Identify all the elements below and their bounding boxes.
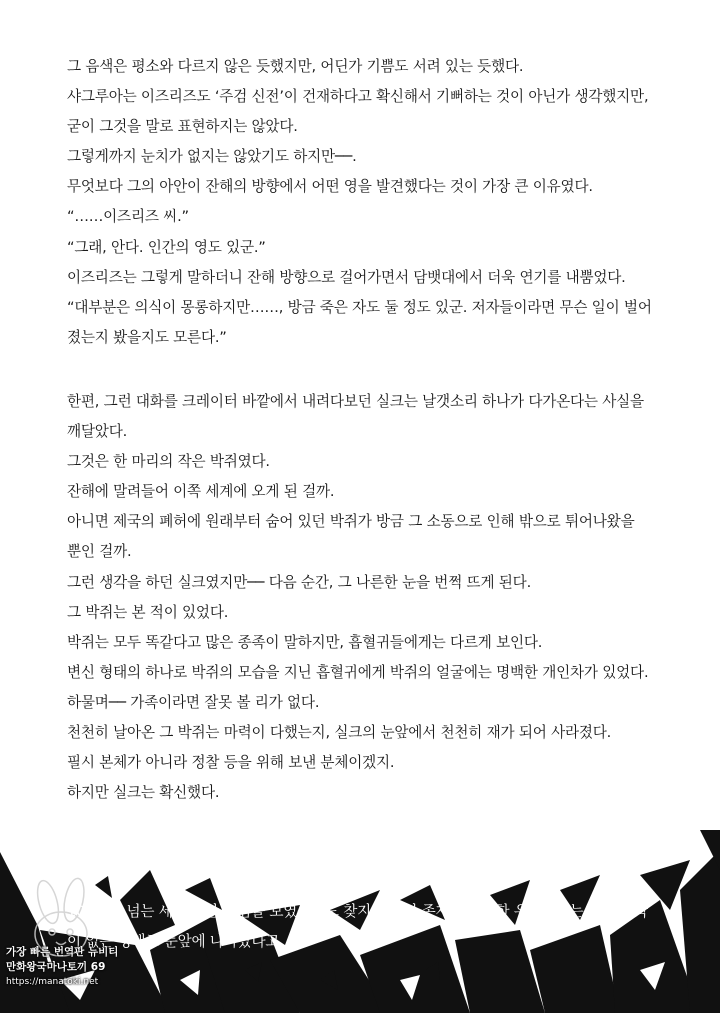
text-line: 그 박쥐는 본 적이 있었다. bbox=[67, 603, 229, 621]
text-line: 박쥐는 모두 똑같다고 많은 종족이 말하지만, 흡혈귀들에게는 다르게 보인다. bbox=[67, 633, 543, 651]
text-line: 굳이 그것을 말로 표현하지는 않았다. bbox=[67, 118, 298, 136]
text-line: 하지만 실크는 확신했다. bbox=[67, 784, 220, 802]
text-line: “그래, 안다. 인간의 영도 있군.” bbox=[67, 238, 266, 256]
text-line: 잔해에 말려들어 이쪽 세계에 오게 된 걸까. bbox=[67, 483, 335, 501]
text-line: 뿐인 걸까. bbox=[67, 543, 132, 561]
text-line: 100년을 넘는 세월 동안 집념을 보였음에도 찾지 못했던 존재가 완벽한 우연이라는 얄궂기 짝 bbox=[67, 903, 648, 920]
text-line: “……이즈리즈 씨.” bbox=[67, 208, 189, 226]
text-line: 한편, 그런 대화를 크레이터 바깥에서 내려다보던 실크는 날갯소리 하나가 다가온다는 사실을 bbox=[67, 392, 644, 410]
text-line: 천천히 날아온 그 박쥐는 마력이 다했는지, 실크의 눈앞에서 천천히 재가 되어 사라졌다. bbox=[67, 723, 612, 741]
text-line: 그것은 한 마리의 작은 박쥐였다. bbox=[67, 453, 270, 471]
text-line: 아니면 제국의 폐허에 원래부터 숨어 있던 박쥐가 방금 그 소동으로 인해 밖으로 튀어나왔을 bbox=[67, 513, 635, 531]
text-line: 하물며── 가족이라면 잘못 볼 리가 없다. bbox=[67, 693, 320, 711]
text-line: 필시 본체가 아니라 정찰 등을 위해 보낸 분체이겠지. bbox=[67, 754, 395, 772]
text-line: 졌는지 봤을지도 모른다.” bbox=[67, 328, 227, 346]
text-line: 무엇보다 그의 아안이 잔해의 방향에서 어떤 영을 발견했다는 것이 가장 큰 이유였다. bbox=[67, 178, 593, 196]
text-line: 이즈리즈는 그렇게 말하더니 잔해 방향으로 걸어가면서 담뱃대에서 더욱 연기를 내뿜었다. bbox=[67, 268, 626, 286]
watermark-line: 만화왕국마나토끼 69 bbox=[6, 961, 106, 973]
text-line: 깨달았다. bbox=[67, 423, 128, 441]
text-line: “대부분은 의식이 몽롱하지만……, 방금 죽은 자도 둘 정도 있군. 저자들이라면 무슨 일이 벌어 bbox=[67, 298, 652, 316]
watermark-line: 가장 빠른 번역판 뉴비티 bbox=[6, 946, 119, 958]
closing-text bbox=[67, 897, 687, 957]
watermark-url: https://manatoki.net bbox=[6, 977, 99, 987]
text-line: 이 없는 형태로 눈앞에 나타났다고. bbox=[67, 933, 284, 951]
text-line: 변신 형태의 하나로 박쥐의 모습을 지닌 흡혈귀에게 박쥐의 얼굴에는 명백한 개인차가 있었다. bbox=[67, 663, 649, 681]
text-line: 샤그루아는 이즈리즈도 ‘주검 신전’이 건재하다고 확신해서 기뻐하는 것이 아닌가 생각했지만, bbox=[67, 88, 649, 106]
body-text bbox=[67, 52, 687, 808]
scene-break bbox=[67, 353, 687, 387]
text-line: 그 음색은 평소와 다르지 않은 듯했지만, 어딘가 기쁨도 서려 있는 듯했다. bbox=[67, 58, 524, 75]
text-line: 그런 생각을 하던 실크였지만── 다음 순간, 그 나른한 눈을 번쩍 뜨게 된다. bbox=[67, 573, 532, 591]
text-line: 그렇게까지 눈치가 없지는 않았기도 하지만──. bbox=[67, 148, 357, 166]
